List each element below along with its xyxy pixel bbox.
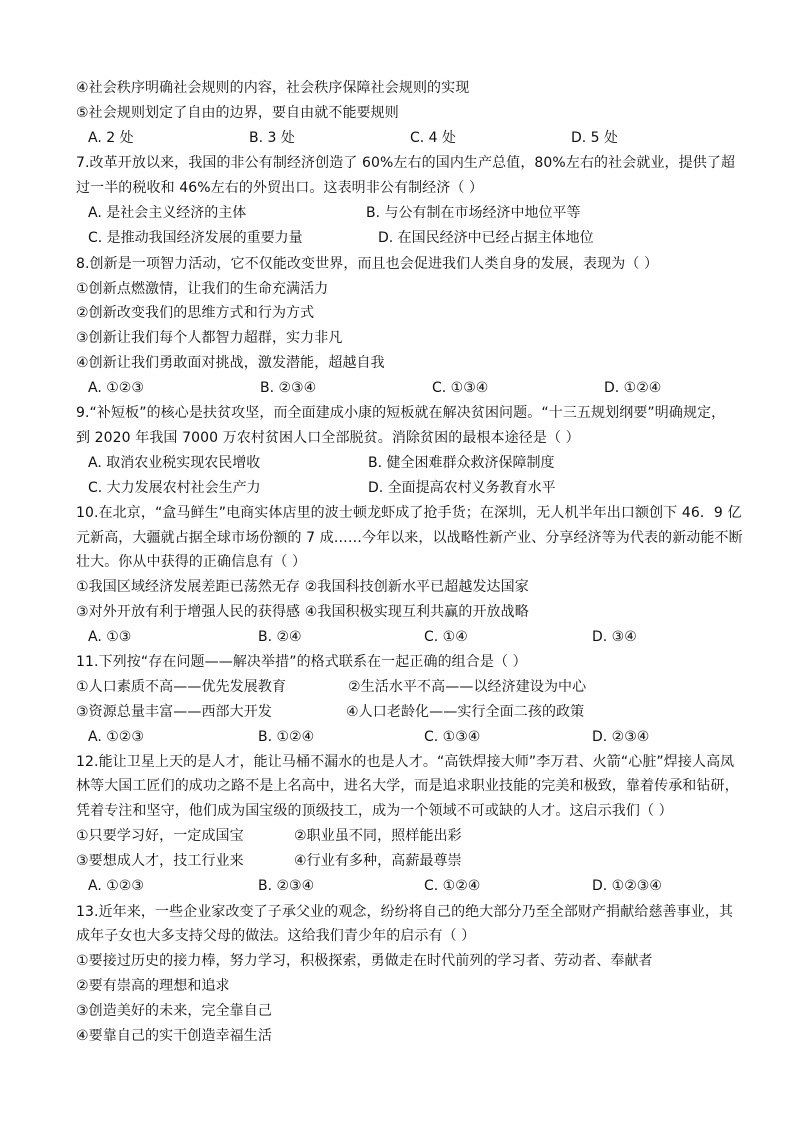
text-line: 到 2020 年我国 7000 万农村贫困人口全部脱贫。消除贫困的最根本途径是（ ）	[76, 430, 580, 446]
text-line: ③资源总量丰富——西部大开发	[76, 704, 272, 720]
option-b: B. 与公有制在市场经济中地位平等	[366, 205, 581, 221]
text-line: 壮大。你从中获得的正确信息有（ ）	[76, 554, 307, 570]
text-line: 过一半的税收和 46%左右的外贸出口。这表明非公有制经济（ ）	[76, 180, 484, 196]
text-line: ③创造美好的未来，完全靠自己	[76, 1003, 272, 1019]
text-line: 林等大国工匠们的成功之路不是上名高中，进名大学，而是追求职业技能的完美和极致，靠着传承和钻研，	[76, 778, 739, 794]
text-line: ④要靠自己的实干创造幸福生活	[76, 1028, 272, 1044]
option-c: C. ①②④	[424, 878, 481, 894]
text-line: ①创新点燃激情，让我们的生命充满活力	[76, 281, 329, 297]
option-c: C. 大力发展农村社会生产力	[88, 480, 261, 496]
text-line: ④创新让我们勇敢面对挑战，激发潜能，超越自我	[76, 355, 385, 371]
question-13: 13.近年来，一些企业家改变了子承父业的观念，纷纷将自己的绝大部分乃至全部财产捐献给慈善事业，其	[76, 904, 734, 920]
option-d: D. 全面提高农村义务教育水平	[368, 480, 556, 496]
option-a: A. ①③	[88, 629, 132, 645]
option-b: B. ①②④	[258, 729, 315, 745]
text-line: ①只要学习好，一定成国宝	[76, 828, 244, 844]
question-12: 12.能让卫星上天的是人才，能让马桶不漏水的也是人才。“高铁焊接大师”李万君、火箭“心脏”焊接人高凤	[76, 754, 735, 770]
option-b: B. 健全困难群众救济保障制度	[368, 455, 555, 471]
option-d: D. 5 处	[571, 130, 619, 146]
question-8: 8.创新是一项智力活动，它不仅能改变世界，而且也会促进我们人类自身的发展，表现为（ ）	[76, 256, 659, 272]
option-a: A. ①②③	[88, 380, 144, 396]
question-10: 10.在北京，“盒马鲜生”电商实体店里的波士顿龙虾成了抢手货；在深圳，无人机半年出口额创下 46．9 亿	[76, 505, 742, 521]
option-c: C. ①③④	[432, 380, 489, 396]
text-line: ②生活水平不高——以经济建设为中心	[348, 679, 587, 695]
text-line: 凭着专注和坚守，他们成为国宝级的顶级技工，成为一个领域不可或缺的人才。这启示我们（ ）	[76, 803, 673, 819]
text-line: ④行业有多种，高薪最尊崇	[294, 853, 462, 869]
option-c: C. 是推动我国经济发展的重要力量	[88, 230, 303, 246]
option-c: C. 4 处	[410, 130, 457, 146]
option-b: B. ②③④	[260, 380, 317, 396]
text-line: 元新高，大疆就占据全球市场份额的 7 成……今年以来，以战略性新产业、分享经济等为代表的新动能不断	[76, 530, 743, 546]
text-line: ③创新让我们每个人都智力超群，实力非凡	[76, 330, 343, 346]
question-7: 7.改革开放以来，我国的非公有制经济创造了 60%左右的国内生产总值，80%左右的社会就业，提供了超	[76, 155, 736, 171]
text-line: ①我国区域经济发展差距已荡然无存 ②我国科技创新水平已超越发达国家	[76, 579, 529, 595]
text-line: 成年子女也大多支持父母的做法。这给我们青少年的启示有（ ）	[76, 928, 476, 944]
option-d: D. 在国民经济中已经占据主体地位	[378, 230, 594, 246]
option-a: A. ①②③	[88, 729, 144, 745]
option-b: B. ②③④	[258, 878, 315, 894]
option-a: A. 是社会主义经济的主体	[88, 205, 247, 221]
option-d: D. ①②④	[604, 380, 662, 396]
option-d: D. ③④	[592, 629, 637, 645]
text-line: ③对外开放有利于增强人民的获得感 ④我国积极实现互利共赢的开放战略	[76, 604, 529, 620]
text-line: ②要有崇高的理想和追求	[76, 978, 230, 994]
text-line: ①人口素质不高——优先发展教育	[76, 679, 287, 695]
text-line: ④社会秩序明确社会规则的内容，社会秩序保障社会规则的实现	[76, 80, 470, 96]
option-a: A. ①②③	[88, 878, 144, 894]
option-d: D. ①②③④	[592, 878, 662, 894]
option-b: B. ②④	[258, 629, 302, 645]
option-a: A. 2 处	[88, 130, 134, 146]
question-9: 9.“补短板”的核心是扶贫攻坚，而全面建成小康的短板就在解决贫困问题。“十三五规划纲要”明确规定，	[76, 405, 726, 421]
text-line: ④人口老龄化——实行全面二孩的政策	[346, 704, 585, 720]
option-c: C. ①③④	[424, 729, 481, 745]
question-11: 11.下列按“存在问题——解决举措”的格式联系在一起正确的组合是（ ）	[76, 654, 527, 670]
option-c: C. ①④	[424, 629, 468, 645]
option-b: B. 3 处	[249, 130, 295, 146]
text-line: ②创新改变我们的思维方式和行为方式	[76, 305, 315, 321]
text-line: ①要接过历史的接力棒，努力学习，积极探索，勇做走在时代前列的学习者、劳动者、奉献者	[76, 953, 653, 969]
option-d: D. ②③④	[592, 729, 650, 745]
text-line: ⑤社会规则划定了自由的边界，要自由就不能要规则	[76, 105, 399, 121]
text-line: ③要想成人才，技工行业来	[76, 853, 244, 869]
option-a: A. 取消农业税实现农民增收	[88, 455, 261, 471]
text-line: ②职业虽不同，照样能出彩	[294, 828, 462, 844]
